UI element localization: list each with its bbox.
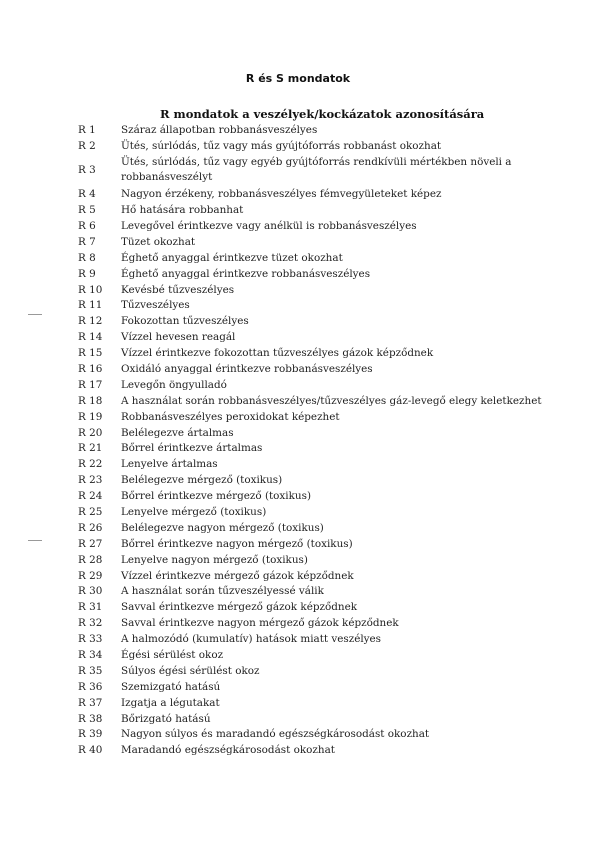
phrase-text: Izgatja a légutakat <box>121 696 220 709</box>
phrase-row <box>78 123 548 139</box>
phrase-code: R 28 <box>78 553 103 566</box>
phrase-row <box>78 696 548 712</box>
phrase-code: R 37 <box>78 696 103 709</box>
phrase-text: Robbanásveszélyes peroxidokat képezhet <box>121 410 340 423</box>
phrase-text: Tüzet okozhat <box>121 235 196 248</box>
phrase-row <box>78 537 548 553</box>
phrase-code: R 2 <box>78 139 96 152</box>
phrase-code: R 6 <box>78 219 96 232</box>
phrase-text: Nagyon érzékeny, robbanásveszélyes fémvegyületeket képez <box>121 188 442 201</box>
phrase-code: R 27 <box>78 537 103 550</box>
phrase-code: R 36 <box>78 680 103 693</box>
phrase-text: Bőrizgató hatású <box>121 712 211 725</box>
phrase-text: Lenyelve nagyon mérgező (toxikus) <box>121 553 308 566</box>
phrase-code: R 33 <box>78 633 103 646</box>
phrase-text: Kevésbé tűzveszélyes <box>121 283 235 296</box>
phrase-row <box>78 283 548 299</box>
phrase-text: Súlyos égési sérülést okoz <box>121 664 260 677</box>
phrase-code: R 22 <box>78 458 103 471</box>
punch-mark <box>28 314 42 315</box>
phrase-text: Savval érintkezve mérgező gázok képződnek <box>121 601 358 614</box>
section-heading: R mondatok a veszélyek/kockázatok azonosítására <box>160 107 485 121</box>
phrase-code: R 10 <box>78 283 103 296</box>
phrase-row <box>78 330 548 346</box>
phrase-row <box>78 584 548 600</box>
phrase-row <box>78 489 548 505</box>
phrase-code: R 12 <box>78 315 103 328</box>
phrase-code: R 34 <box>78 649 103 662</box>
phrase-row <box>78 648 548 664</box>
phrase-row <box>78 616 548 632</box>
phrase-row <box>78 378 548 394</box>
r-phrase-list <box>78 123 548 759</box>
phrase-code: R 7 <box>78 235 96 248</box>
phrase-row <box>78 298 548 314</box>
phrase-code: R 5 <box>78 204 96 217</box>
phrase-code: R 30 <box>78 585 103 598</box>
phrase-code: R 17 <box>78 378 103 391</box>
phrase-text: Szemizgató hatású <box>121 680 221 693</box>
phrase-text: Lenyelve ártalmas <box>121 458 218 471</box>
phrase-code: R 40 <box>78 744 103 757</box>
phrase-row <box>78 521 548 537</box>
phrase-code: R 29 <box>78 569 103 582</box>
phrase-text: Bőrrel érintkezve nagyon mérgező (toxikus) <box>121 537 353 550</box>
phrase-row <box>78 569 548 585</box>
page-title: R és S mondatok <box>245 72 351 85</box>
phrase-text: Nagyon súlyos és maradandó egészségkárosodást okozhat <box>121 728 430 741</box>
phrase-text: Vízzel érintkezve mérgező gázok képződnek <box>121 569 354 582</box>
phrase-row <box>78 410 548 426</box>
phrase-code: R 1 <box>78 124 96 136</box>
phrase-text: Éghető anyaggal érintkezve robbanásveszélyes <box>121 267 371 280</box>
phrase-row <box>78 743 548 759</box>
punch-mark <box>28 540 42 541</box>
phrase-code: R 20 <box>78 426 103 439</box>
phrase-text: Fokozottan tűzveszélyes <box>121 315 249 328</box>
phrase-text: Maradandó egészségkárosodást okozhat <box>121 744 335 757</box>
phrase-row <box>78 251 548 267</box>
phrase-code: R 9 <box>78 267 96 280</box>
phrase-code: R 8 <box>78 251 96 264</box>
phrase-code: R 25 <box>78 506 103 518</box>
phrase-text: Oxidáló anyaggal érintkezve robbanásveszélyes <box>121 362 373 375</box>
phrase-row <box>78 473 548 489</box>
phrase-row <box>78 505 548 521</box>
phrase-text: Égési sérülést okoz <box>121 649 224 662</box>
phrase-text: Lenyelve mérgező (toxikus) <box>121 506 267 518</box>
phrase-code: R 24 <box>78 490 103 503</box>
phrase-text: Belélegezve ártalmas <box>121 426 234 439</box>
phrase-row <box>78 362 548 378</box>
phrase-row <box>78 553 548 569</box>
phrase-row <box>78 712 548 728</box>
phrase-code: R 23 <box>78 474 103 487</box>
phrase-row <box>78 235 548 251</box>
phrase-code: R 14 <box>78 331 103 344</box>
phrase-text: A használat során robbanásveszélyes/tűzveszélyes gáz-levegő elegy keletkezhet <box>121 394 542 407</box>
phrase-text: Tűzveszélyes <box>121 299 190 312</box>
phrase-text: Ütés, súrlódás, tűz vagy más gyújtóforrás robbanást okozhat <box>121 139 442 152</box>
phrase-code: R 21 <box>78 442 103 455</box>
phrase-row <box>78 139 548 155</box>
phrase-code: R 39 <box>78 728 103 741</box>
phrase-row <box>78 394 548 410</box>
phrase-code: R 38 <box>78 712 103 725</box>
phrase-code: R 35 <box>78 664 103 677</box>
phrase-text: Savval érintkezve nagyon mérgező gázok képződnek <box>121 617 399 630</box>
phrase-code: R 26 <box>78 521 103 534</box>
phrase-row <box>78 187 548 203</box>
phrase-row <box>78 441 548 457</box>
phrase-code: R 31 <box>78 601 103 614</box>
phrase-text: Vízzel érintkezve fokozottan tűzveszélyes gázok képződnek <box>121 347 434 360</box>
phrase-code: R 4 <box>78 188 96 201</box>
phrase-row <box>78 600 548 616</box>
phrase-row <box>78 680 548 696</box>
phrase-text: Levegővel érintkezve vagy anélkül is robbanásveszélyes <box>121 219 417 232</box>
phrase-text: Vízzel hevesen reagál <box>121 331 236 344</box>
phrase-text: Hő hatására robbanhat <box>121 204 244 217</box>
phrase-row <box>78 267 548 283</box>
phrase-row <box>78 457 548 473</box>
phrase-row <box>78 155 548 185</box>
phrase-row <box>78 727 548 743</box>
phrase-row <box>78 314 548 330</box>
phrase-text: A használat során tűzveszélyessé válik <box>121 585 324 598</box>
phrase-row <box>78 632 548 648</box>
phrase-code: R 32 <box>78 617 103 630</box>
phrase-code: R 11 <box>78 299 103 312</box>
phrase-text: Belélegezve mérgező (toxikus) <box>121 474 283 487</box>
phrase-row <box>78 219 548 235</box>
phrase-text: Bőrrel érintkezve mérgező (toxikus) <box>121 490 311 503</box>
phrase-code: R 16 <box>78 362 103 375</box>
phrase-text: Éghető anyaggal érintkezve tüzet okozhat <box>121 251 343 264</box>
phrase-text: Ütés, súrlódás, tűz vagy egyéb gyújtóforrás rendkívüli mértékben növeli a robbanásveszélyt <box>121 155 512 183</box>
phrase-row <box>78 203 548 219</box>
phrase-row <box>78 664 548 680</box>
phrase-code: R 18 <box>78 394 103 407</box>
phrase-text: Belélegezve nagyon mérgező (toxikus) <box>121 521 324 534</box>
phrase-text: Bőrrel érintkezve ártalmas <box>121 442 263 455</box>
phrase-text: Száraz állapotban robbanásveszélyes <box>121 124 318 136</box>
phrase-row <box>78 346 548 362</box>
phrase-code: R 19 <box>78 410 103 423</box>
phrase-row <box>78 426 548 442</box>
phrase-text: A halmozódó (kumulatív) hatások miatt veszélyes <box>121 633 382 646</box>
phrase-code: R 3 <box>78 163 96 176</box>
phrase-code: R 15 <box>78 347 103 360</box>
phrase-text: Levegőn öngyulladó <box>121 378 227 391</box>
